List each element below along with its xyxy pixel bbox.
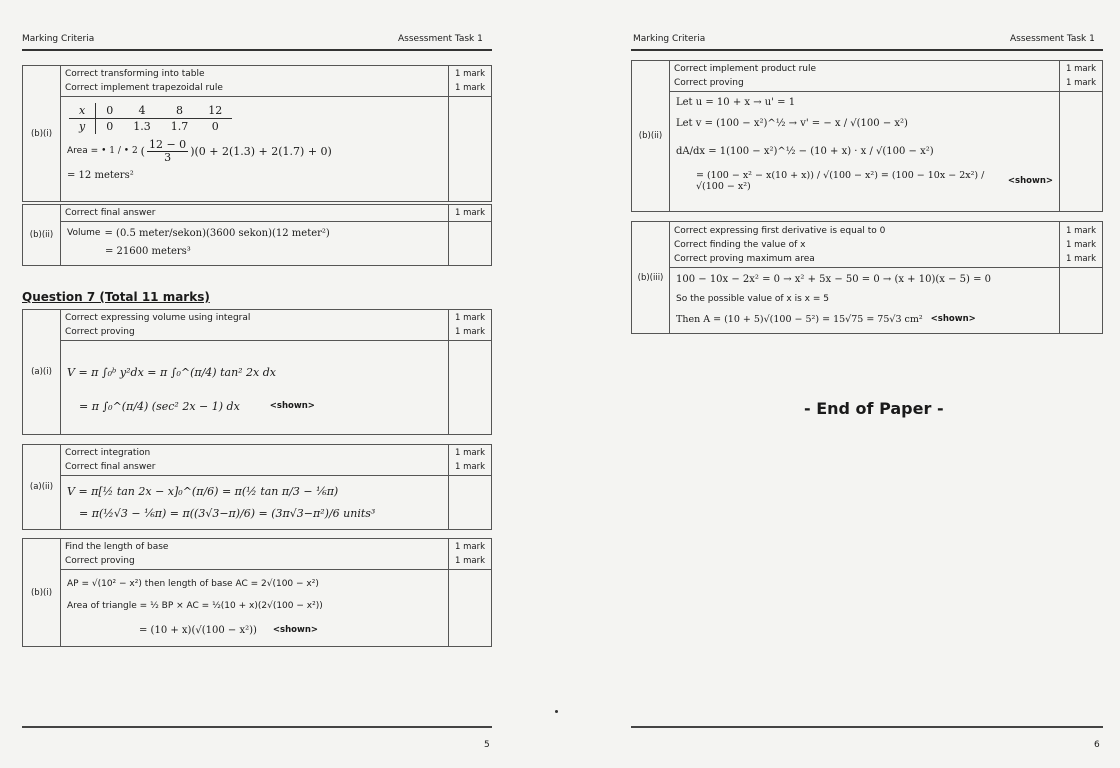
area-result: = 12 meters² xyxy=(67,169,134,181)
part-label: (b)(ii) xyxy=(632,61,670,212)
question-7-title: Question 7 (Total 11 marks) xyxy=(22,290,210,304)
table-cell: 1.3 xyxy=(133,120,151,133)
mark: 1 mark xyxy=(1065,254,1096,264)
working xyxy=(61,341,449,435)
page-6 xyxy=(560,0,1120,768)
part-label: (b)(iii) xyxy=(632,222,670,334)
criterion: Correct integration xyxy=(65,448,151,458)
criterion: Correct final answer xyxy=(65,208,156,218)
criterion: Correct implement product rule xyxy=(674,64,817,74)
criterion: Find the length of base xyxy=(65,542,169,552)
mark: 1 mark xyxy=(1065,226,1096,236)
mark: 1 mark xyxy=(454,313,485,323)
fraction-denominator: 3 xyxy=(164,150,172,164)
triangle-area: Area of triangle = ½ BP × AC = ½(10 + x)(2√(100 − x²)) xyxy=(67,601,323,611)
table-cell: y xyxy=(69,119,96,135)
area-label: Area = xyxy=(67,146,99,156)
table-cell: 8 xyxy=(161,103,199,119)
criterion: Correct proving xyxy=(674,78,744,88)
table-cell: 0 xyxy=(106,120,114,133)
mark: 1 mark xyxy=(1065,78,1096,88)
footer-rule xyxy=(631,726,1103,728)
criteria-table-b-ii xyxy=(631,60,1103,212)
part-label: (b)(ii) xyxy=(23,205,61,266)
criteria-table-a-i xyxy=(22,309,492,435)
final-volume: = π(½√3 − ⅙π) = π((3√3−π)/6) = (3π√3−π²)/6 units³ xyxy=(79,506,376,520)
shown-tag: <shown> xyxy=(1007,176,1053,186)
volume-integral: V = π ∫₀ᵇ y²dx = π ∫₀^(π/4) tan² 2x dx xyxy=(67,365,277,379)
mark: 1 mark xyxy=(1065,64,1096,74)
table-cell: 0 xyxy=(211,120,219,133)
working xyxy=(670,268,1060,334)
mark: 1 mark xyxy=(454,542,485,552)
u-definition: Let u = 10 + x → u' = 1 xyxy=(676,96,796,108)
page-number: 6 xyxy=(1094,740,1100,750)
base-length: AP = √(10² − x²) then length of base AC = 2√(100 − x²) xyxy=(67,579,319,589)
shown-tag: <shown> xyxy=(930,314,976,324)
criterion: Correct transforming into table xyxy=(65,69,205,79)
volume-integral-simplified: = π ∫₀^(π/4) (sec² 2x − 1) dx xyxy=(79,399,240,413)
integration-result: V = π[½ tan 2x − x]₀^(π/6) = π(½ tan π/3 − ⅙π) xyxy=(67,484,339,498)
mark: 1 mark xyxy=(454,208,485,218)
mark: 1 mark xyxy=(454,83,485,93)
v-definition: Let v = (100 − x²)^½ → v' = − x / √(100 − x²) xyxy=(676,117,908,129)
volume-expression: = (0.5 meter/sekon)(3600 sekon)(12 meter²) xyxy=(104,227,330,239)
table-cell: 4 xyxy=(123,103,161,119)
area-simplified: = (10 + x)(√(100 − x²)) xyxy=(139,624,257,636)
shown-tag: <shown> xyxy=(269,401,315,411)
mark: 1 mark xyxy=(454,556,485,566)
mark: 1 mark xyxy=(454,462,485,472)
criterion: Correct proving xyxy=(65,327,135,337)
mark: 1 mark xyxy=(1065,240,1096,250)
area-line: Area = • 1 / • 2 ( $\frac{12 - 0}{3}$ ) (0 + 2(1.3) + 2(1.7) + 0) xyxy=(67,137,332,164)
working xyxy=(61,222,449,266)
volume-result: = 21600 meters³ xyxy=(105,245,191,257)
end-of-paper: - End of Paper - xyxy=(804,399,944,418)
criteria-table-b-i-area xyxy=(22,538,492,647)
stationary-equation: 100 − 10x − 2x² = 0 → x² + 5x − 50 = 0 → (x + 10)(x − 5) = 0 xyxy=(676,273,991,285)
header-rule xyxy=(22,49,492,51)
part-label: (b)(i) xyxy=(23,66,61,202)
part-label: (a)(ii) xyxy=(23,445,61,530)
criterion: Correct final answer xyxy=(65,462,156,472)
max-area: Then A = (10 + 5)√(100 − 5²) = 15√75 = 75√3 cm² xyxy=(676,313,923,325)
criterion: Correct finding the value of x xyxy=(674,240,806,250)
working xyxy=(61,476,449,530)
mark: 1 mark xyxy=(454,69,485,79)
scan-speck xyxy=(555,710,558,713)
volume-label: Volume xyxy=(67,228,101,238)
derivative-simplified: = (100 − x² − x(10 + x)) / √(100 − x²) = (100 − 10x − 2x²) / √(100 − x²) xyxy=(696,170,985,192)
criteria-table-a-ii xyxy=(22,444,492,530)
criterion: Correct expressing volume using integral xyxy=(65,313,251,323)
footer-rule xyxy=(22,726,492,728)
mark: 1 mark xyxy=(454,448,485,458)
header-right: Assessment Task 1 xyxy=(1010,34,1095,44)
area-coefficient: • 1 / • 2 xyxy=(101,146,138,156)
fraction-numerator: 12 − 0 xyxy=(148,137,187,151)
page-number: 5 xyxy=(484,740,490,750)
criteria-list xyxy=(61,66,449,97)
mark: 1 mark xyxy=(454,327,485,337)
working xyxy=(61,97,449,202)
criterion: Correct proving xyxy=(65,556,135,566)
criterion: Correct expressing first derivative is equal to 0 xyxy=(674,226,886,236)
header-left: Marking Criteria xyxy=(633,34,706,44)
table-cell: 0 xyxy=(96,103,124,119)
header-left: Marking Criteria xyxy=(22,34,95,44)
header-rule xyxy=(631,49,1103,51)
criterion: Correct proving maximum area xyxy=(674,254,815,264)
criteria-table-b-iii xyxy=(631,221,1103,334)
part-label: (a)(i) xyxy=(23,310,61,435)
table-cell: x xyxy=(69,103,96,119)
part-label: (b)(i) xyxy=(23,539,61,647)
working xyxy=(670,92,1060,212)
header-right: Assessment Task 1 xyxy=(398,34,483,44)
table-cell: 1.7 xyxy=(170,120,189,133)
shown-tag: <shown> xyxy=(272,625,319,635)
possible-x: So the possible value of x is x = 5 xyxy=(676,294,829,304)
criteria-table-b-i xyxy=(22,65,492,202)
derivative: dA/dx = 1(100 − x²)^½ − (10 + x) · x / √(100 − x²) xyxy=(676,145,934,157)
area-fraction xyxy=(147,139,188,164)
area-sum: (0 + 2(1.3) + 2(1.7) + 0) xyxy=(194,144,332,158)
value-table xyxy=(69,103,232,134)
working xyxy=(61,570,449,647)
criteria-table-b-ii xyxy=(22,204,492,266)
marks xyxy=(449,66,492,97)
table-cell: 12 xyxy=(198,103,232,119)
criterion: Correct implement trapezoidal rule xyxy=(65,83,223,93)
